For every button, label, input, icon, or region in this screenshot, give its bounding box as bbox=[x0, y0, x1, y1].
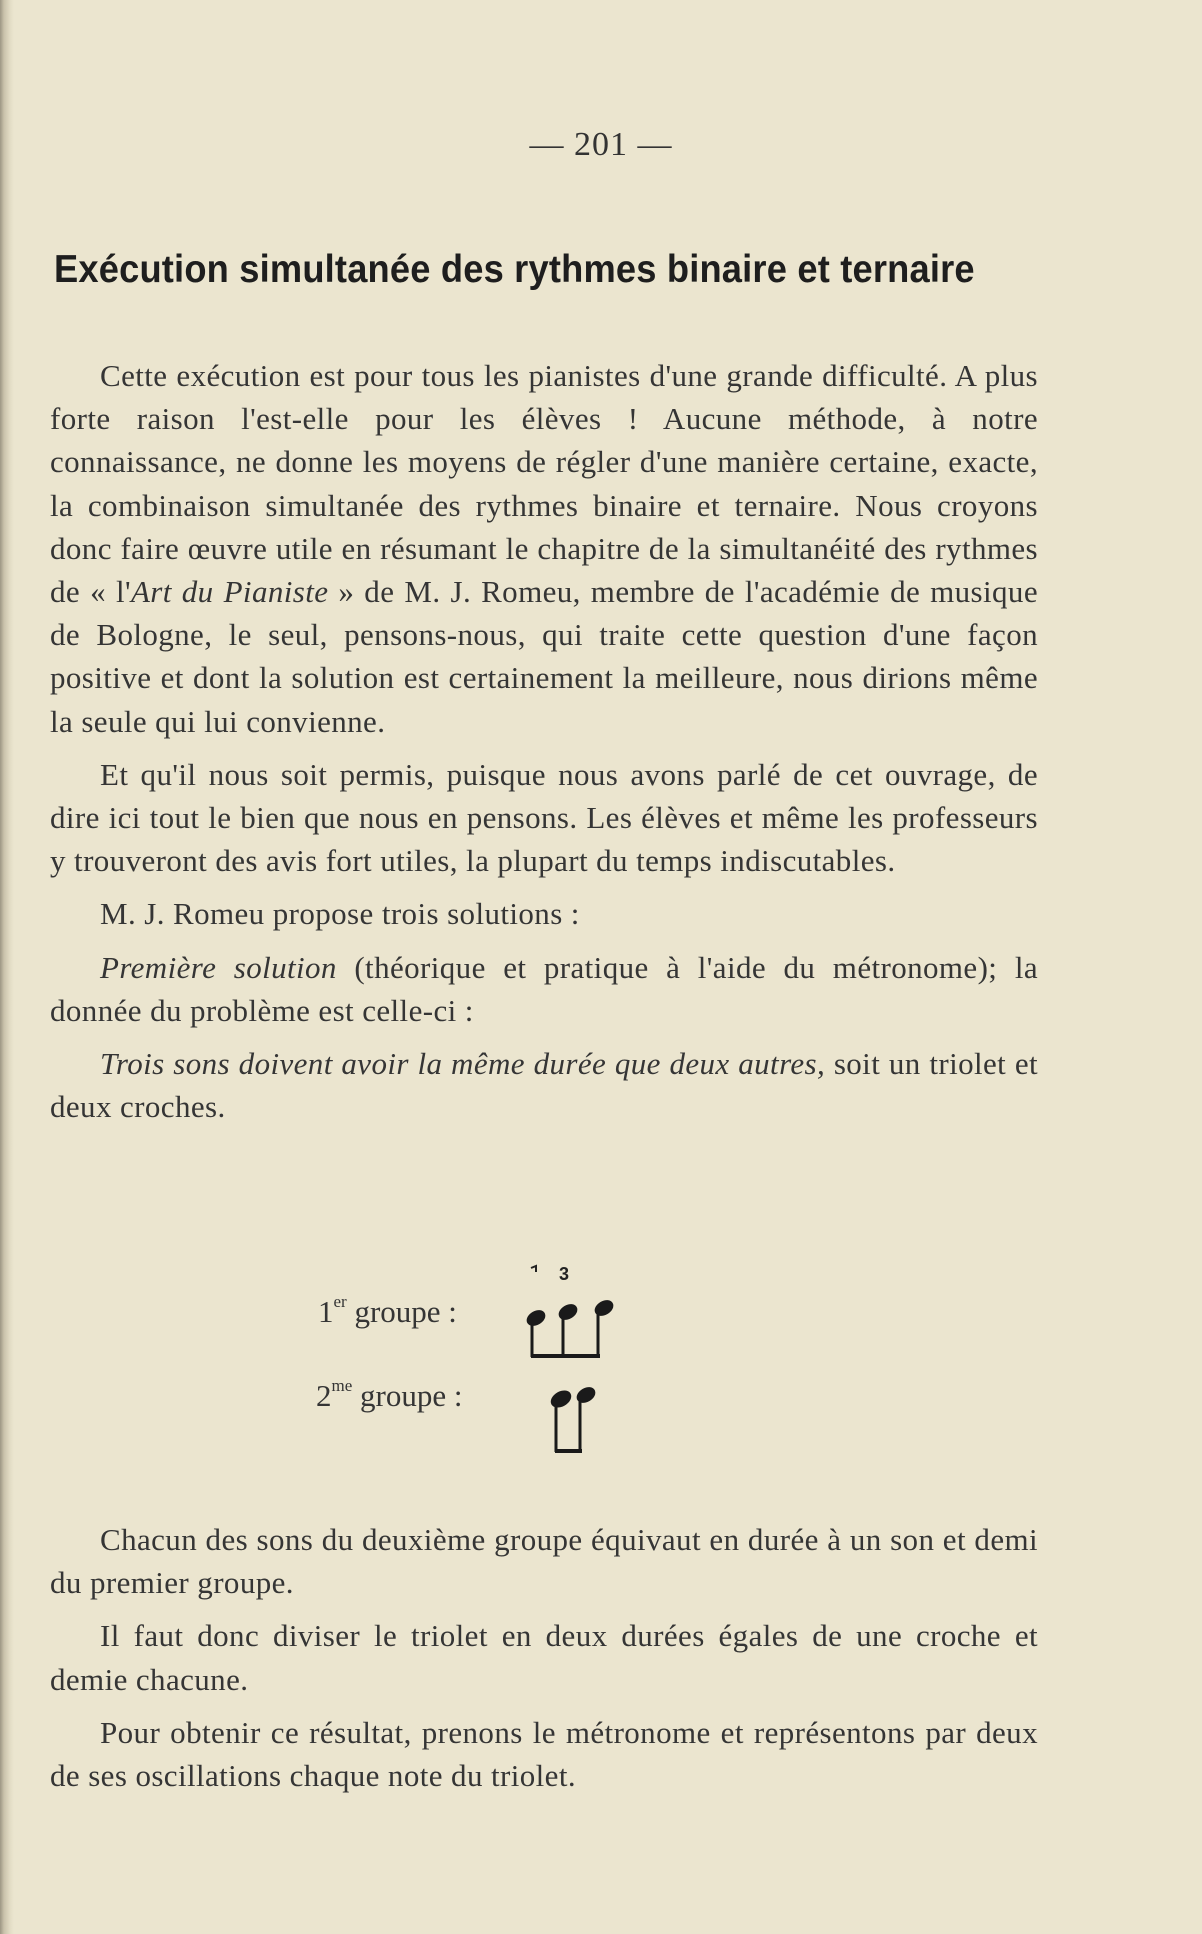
group-1-label: 1er groupe : bbox=[318, 1292, 457, 1329]
paragraph-p5 bbox=[50, 1042, 1038, 1128]
paragraph-p2 bbox=[50, 753, 1038, 883]
body-text-after-example bbox=[50, 1518, 1038, 1807]
body-text-before-example bbox=[50, 354, 1038, 1138]
italic-text: Première solution bbox=[100, 949, 337, 985]
italic-text: Art du Pianiste bbox=[130, 574, 329, 610]
text-run: soit un triolet et deux croches. bbox=[50, 1046, 1038, 1125]
italic-text: Trois sons doivent avoir la même durée que deux autres, bbox=[100, 1046, 826, 1082]
paragraph-p3 bbox=[50, 892, 1038, 935]
text-run: Chacun des sons du deuxième groupe équivaut en durée à un son et demi du premier groupe. bbox=[50, 1522, 1038, 1601]
text-run: Et qu'il nous soit permis, puisque nous avons parlé de cet ouvrage, de dire ici tout le bien que nous en pensons. Les élèves et même les professeurs y trouveront des avis fort utiles, la plupart du temps indiscutables. bbox=[50, 756, 1038, 879]
paragraph-p1 bbox=[50, 354, 1038, 743]
page-number: — 201 — bbox=[529, 126, 673, 163]
section-title: Exécution simultanée des rythmes binaire et ternaire bbox=[54, 248, 975, 291]
paragraph-p7 bbox=[50, 1614, 1038, 1700]
group-2-label: $2^{me}$ groupe : bbox=[316, 1376, 463, 1413]
two-eighth-notes-notation bbox=[548, 1362, 628, 1457]
text-run: Il faut donc diviser le triolet en deux durées égales de une croche et demie chacune. bbox=[50, 1618, 1038, 1697]
text-run: (théorique et pratique à l'aide du métronome); la donnée du problème est celle-ci : bbox=[50, 949, 1038, 1028]
paragraph-p6 bbox=[50, 1518, 1038, 1604]
text-run: Cette exécution est pour tous les pianistes d'une grande difficulté. A plus forte raison l'est-elle pour les élèves ! Aucune méthode, à notre connaissance, ne donne les moyens de régler d'une manière certaine, exacte, la combinaison simultanée des rythmes binaire et ternaire. Nous croyons donc faire œuvre utile en résumant le chapitre de la simultanéité des rythmes de « l' bbox=[50, 358, 1038, 610]
text-run: M. J. Romeu propose trois solutions : bbox=[100, 896, 580, 932]
text-run: Pour obtenir ce résultat, prenons le métronome et représentons par deux de ses oscillations chaque note du triolet. bbox=[50, 1714, 1038, 1794]
text-run: » de M. J. Romeu, membre de l'académie de musique de Bologne, le seul, pensons-nous, qui traite cette question d'une façon positive et dont la solution est certainement la meilleure, nous dirions même la seule qui lui convienne. bbox=[50, 574, 1038, 739]
page-binding-edge bbox=[0, 0, 14, 1934]
triplet-eighth-notes-notation bbox=[525, 1262, 635, 1362]
music-example bbox=[300, 1262, 700, 1452]
paragraph-p4 bbox=[50, 946, 1038, 1032]
paragraph-p8 bbox=[50, 1711, 1038, 1797]
triplet-number: 3 bbox=[559, 1264, 570, 1284]
